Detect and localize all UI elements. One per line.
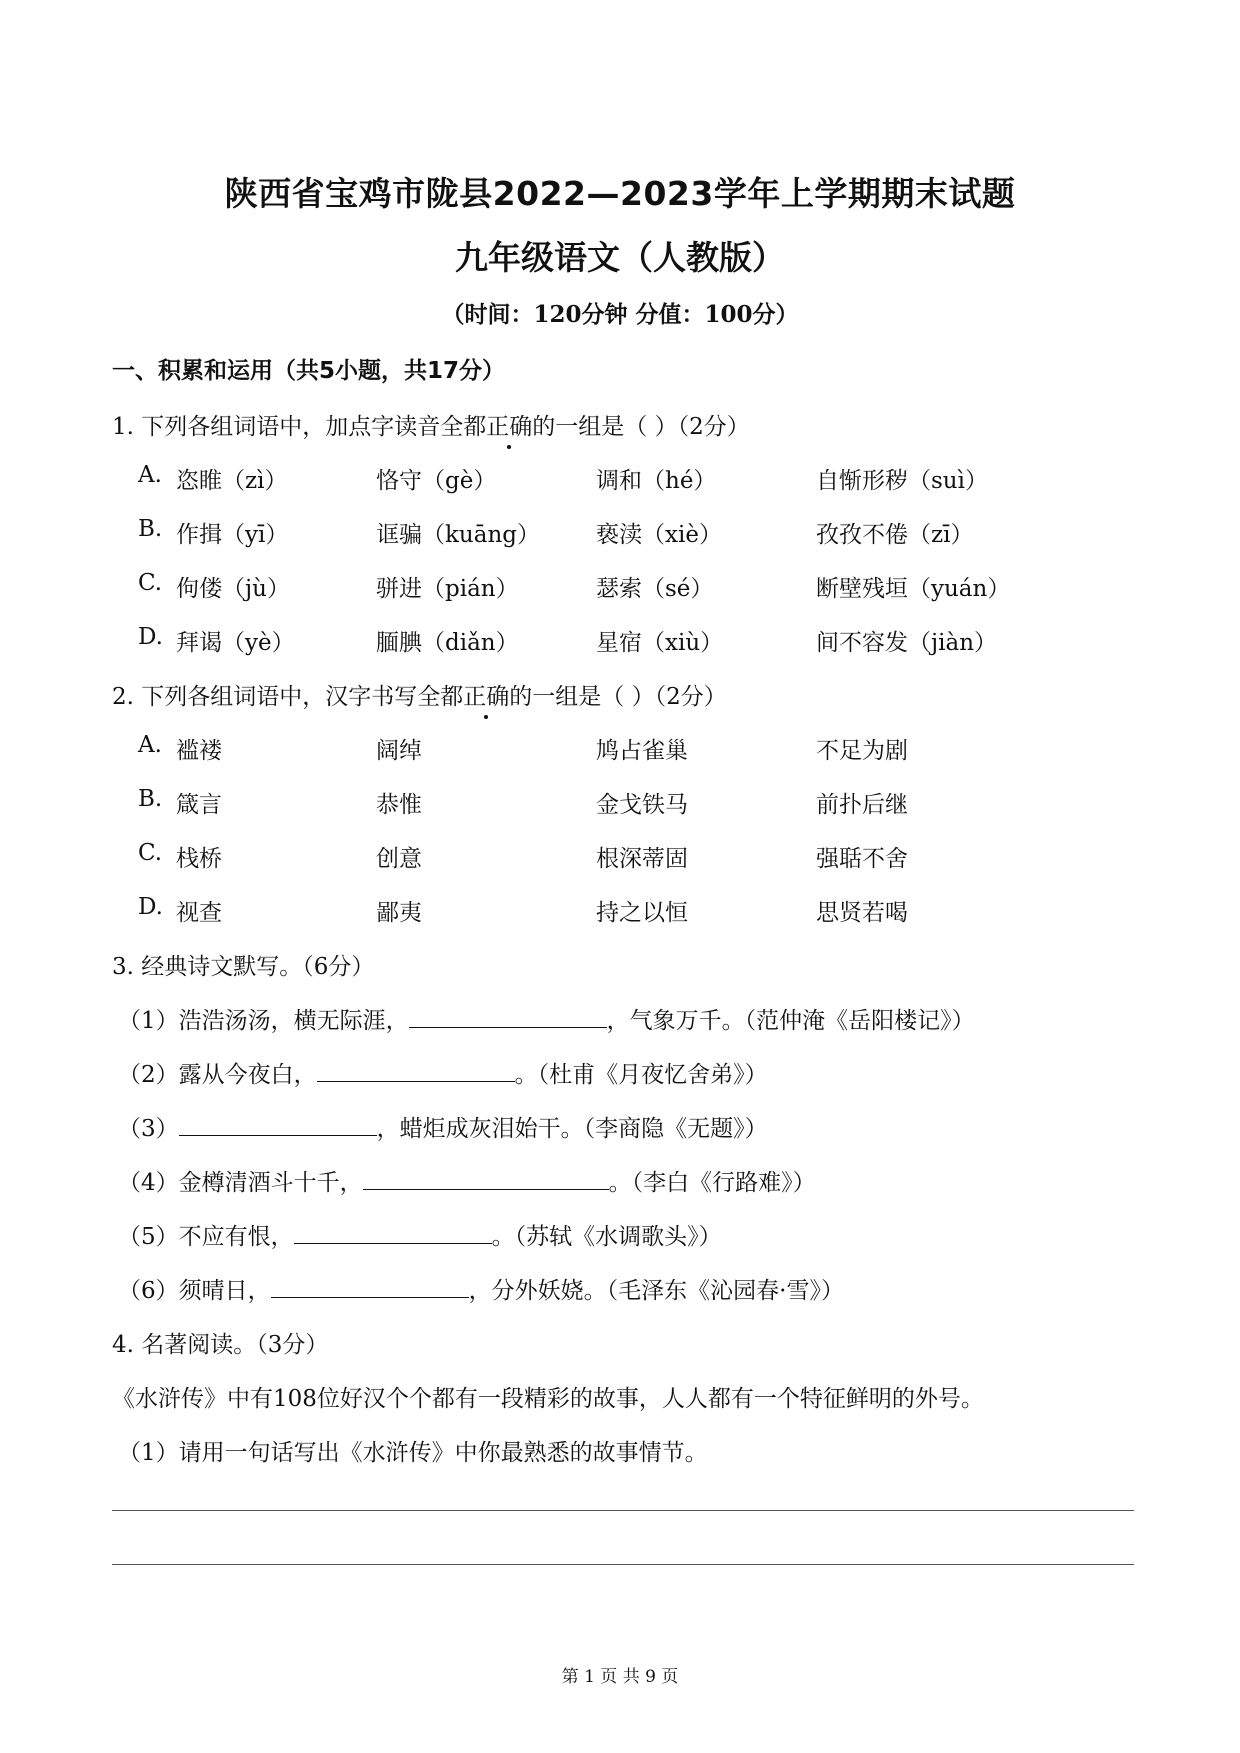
answer-blank[interactable] <box>271 1273 469 1298</box>
option-letter: A. <box>138 732 162 758</box>
option-item: 腼腆（diǎn） <box>376 630 519 656</box>
option-item: 作揖（yī） <box>176 522 289 548</box>
option-letter: C. <box>138 840 163 866</box>
question-4-sub1: （1）请用一句话写出《水浒传》中你最熟悉的故事情节。 <box>118 1440 708 1466</box>
exam-meta: （时间：120分钟 分值：100分） <box>441 301 799 328</box>
answer-line[interactable] <box>112 1510 1134 1511</box>
option-item: 思贤若喝 <box>816 900 908 926</box>
option-item: 骈进（pián） <box>376 576 519 602</box>
option-item: 瑟索（sé） <box>596 576 714 602</box>
option-item: 视查 <box>176 900 222 926</box>
answer-blank[interactable] <box>409 1003 607 1028</box>
option-item: 自惭形秽（suì） <box>816 468 988 494</box>
recite-item: （5）不应有恨， 。（苏轼《水调歌头》） <box>118 1218 722 1251</box>
option-item: 不足为剧 <box>816 738 908 764</box>
option-item: 佝偻（jù） <box>176 576 290 602</box>
option-item: 强聒不舍 <box>816 846 908 872</box>
option-item: 鄙夷 <box>376 900 422 926</box>
exam-title: 陕西省宝鸡市陇县2022—2023学年上学期期末试题 <box>224 174 1016 213</box>
option-item: 金戈铁马 <box>596 792 688 818</box>
option-item: 亵渎（xiè） <box>596 522 722 548</box>
exam-subtitle: 九年级语文（人教版） <box>455 238 785 277</box>
answer-blank[interactable] <box>363 1165 609 1190</box>
question-4-stem: 4. 名著阅读。（3分） <box>112 1332 329 1358</box>
option-item: 恭惟 <box>376 792 422 818</box>
option-item: 创意 <box>376 846 422 872</box>
option-letter: D. <box>138 894 163 920</box>
recite-item: （3） ，蜡炬成灰泪始干。（李商隐《无题》） <box>118 1110 768 1143</box>
option-item: 根深蒂固 <box>596 846 688 872</box>
option-item: 鸠占雀巢 <box>596 738 688 764</box>
option-item: 星宿（xiù） <box>596 630 724 656</box>
recite-item: （1）浩浩汤汤，横无际涯， ，气象万千。（范仲淹《岳阳楼记》） <box>118 1002 975 1035</box>
option-item: 持之以恒 <box>596 900 688 926</box>
recite-item: （2）露从今夜白， 。（杜甫《月夜忆舍弟》） <box>118 1056 768 1089</box>
option-item: 箴言 <box>176 792 222 818</box>
page-number: 第 1 页 共 9 页 <box>561 1667 679 1687</box>
question-2-stem: 2. 下列各组词语中，汉字书写全都正确的一组是（ ）（2分） <box>112 678 727 711</box>
option-item: 恣睢（zì） <box>176 468 288 494</box>
option-item: 拜谒（yè） <box>176 630 295 656</box>
answer-blank[interactable] <box>294 1219 492 1244</box>
recite-item: （6）须晴日， ，分外妖娆。（毛泽东《沁园春·雪》） <box>118 1272 844 1305</box>
option-letter: D. <box>138 624 163 650</box>
recite-item: （4）金樽清酒斗十千， 。（李白《行路难》） <box>118 1164 816 1197</box>
option-item: 栈桥 <box>176 846 222 872</box>
option-item: 褴褛 <box>176 738 222 764</box>
option-letter: B. <box>138 786 163 812</box>
answer-blank[interactable] <box>179 1111 377 1136</box>
option-item: 调和（hé） <box>596 468 717 494</box>
option-item: 前扑后继 <box>816 792 908 818</box>
option-letter: B. <box>138 516 163 542</box>
question-3-stem: 3. 经典诗文默写。（6分） <box>112 954 375 980</box>
answer-line[interactable] <box>112 1564 1134 1565</box>
option-item: 恪守（gè） <box>376 468 497 494</box>
option-letter: A. <box>138 462 162 488</box>
answer-blank[interactable] <box>317 1057 515 1082</box>
option-item: 间不容发（jiàn） <box>816 630 998 656</box>
option-item: 孜孜不倦（zī） <box>816 522 974 548</box>
question-1-stem: 1. 下列各组词语中，加点字读音全都正确的一组是（ ）（2分） <box>112 408 750 441</box>
option-item: 诓骗（kuāng） <box>376 522 540 548</box>
dotted-emphasis: 正确 <box>486 408 532 441</box>
dotted-emphasis: 正确 <box>463 678 509 711</box>
section-heading: 一、积累和运用（共5小题，共17分） <box>112 358 506 384</box>
option-item: 阔绰 <box>376 738 422 764</box>
question-4-intro: 《水浒传》中有108位好汉个个都有一段精彩的故事，人人都有一个特征鲜明的外号。 <box>112 1386 984 1412</box>
option-item: 断壁残垣（yuán） <box>816 576 1011 602</box>
option-letter: C. <box>138 570 163 596</box>
